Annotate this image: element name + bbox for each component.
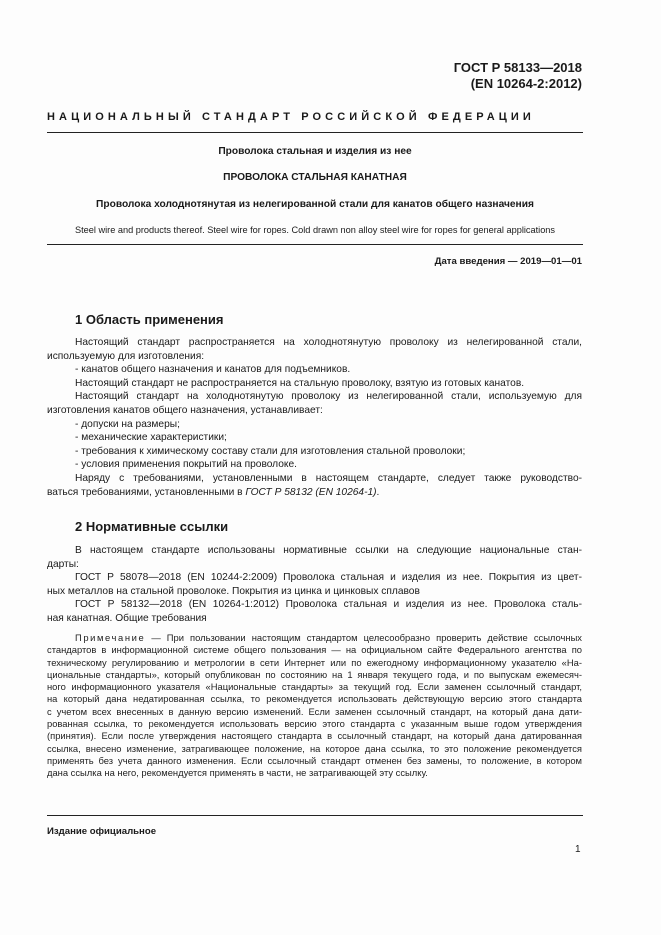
standard-number-block <box>454 60 582 92</box>
section-1-para-4-line-1: Наряду с требованиями, установленными в настоящем стандарте, следует также руководство- <box>75 472 582 484</box>
standard-number: ГОСТ Р 58133—2018 <box>453 60 582 75</box>
section-2-para-1-line-2: дарты: <box>47 558 79 570</box>
section-1-body <box>47 336 582 499</box>
section-1-para-4-end: . <box>376 486 380 498</box>
section-2-body <box>47 544 582 626</box>
title-line-1: Проволока стальная и изделия из нее <box>218 146 412 157</box>
note-line: стандартов в информационной системе общего пользования — на официальном сайте Федерального агентства по <box>47 644 582 656</box>
footer-rule <box>47 815 583 816</box>
note-line: применять без учета данного изменения. Если ссылочный стандарт отменен без замены, то положение, в котором <box>47 754 582 766</box>
note-line-1 <box>47 632 582 644</box>
header-rule-bottom <box>47 244 583 245</box>
section-1-para-3-line-2: изготовления канатов общего назначения, устанавливает: <box>47 404 323 416</box>
note-line: техническому регулированию и метрологии в сети Интернет или по ежегодному информационному указателю «На- <box>47 656 582 668</box>
section-1-para-3-line-1: Настоящий стандарт на холоднотянутую проволоку из нелегированной стали, используемую для <box>75 391 582 403</box>
section-1-para-1-line-2: используемую для изготовления: <box>47 350 205 362</box>
national-standard-banner: НАЦИОНАЛЬНЫЙ СТАНДАРТ РОССИЙСКОЙ ФЕДЕРАЦИИ <box>47 111 535 123</box>
edition-label: Издание официальное <box>47 826 157 837</box>
note-line: ного информационного указателя «Национальные стандарты» за текущий год. Если заменен ссылочный стандарт, <box>47 681 582 693</box>
title-line-2: ПРОВОЛОКА СТАЛЬНАЯ КАНАТНАЯ <box>223 172 407 183</box>
note-line: на который дана недатированная ссылка, то рекомендуется использовать действующую версию этого стандарта <box>47 693 582 705</box>
section-2-ref-2-line-2: ная канатная. Общие требования <box>47 612 207 624</box>
section-2-para-1-line-1: В настоящем стандарте использованы нормативные ссылки на следующие национальные стан- <box>75 545 582 556</box>
note-line: (принятия). Если после утверждения настоящего стандарта в ссылочный стандарт, на который дана датированная <box>47 730 582 742</box>
note-line: с учетом всех внесенных в данную версию изменений. Если заменен ссылочный стандарт, на который дана дати- <box>47 705 582 717</box>
section-1-list-item: - допуски на размеры; <box>75 418 180 430</box>
title-line-3: Проволока холоднотянутая из нелегированной стали для канатов общего назначения <box>96 199 534 210</box>
section-1-para-4-line-2 <box>47 486 582 500</box>
note-line: циональные стандарты», который опубликован по состоянию на 1 января текущего года, и по выпускам ежемесяч- <box>47 668 582 680</box>
section-1-para-2: Настоящий стандарт не распространяется на стальную проволоку, взятую из готовых канатов. <box>75 377 525 389</box>
section-1-list-item: - механические характеристики; <box>75 432 227 444</box>
section-1-para-1-line-1: Настоящий стандарт распространяется на холоднотянутую проволоку из нелегированной стали, <box>75 337 582 348</box>
section-2-ref-1-line-2: ных металлов на стальной проволоке. Покрытия из цинка и цинковых сплавов <box>47 585 420 597</box>
note-line: дана ссылка на него, рекомендуется применять в части, не затрагивающей эту ссылку. <box>47 767 428 779</box>
standard-reference-link[interactable]: ГОСТ Р 58132 (EN 10264-1) <box>245 486 377 498</box>
note-block <box>47 632 582 780</box>
header-rule-top <box>47 132 583 133</box>
section-1-para-4-text: ваться требованиями, установленными в <box>47 486 246 498</box>
introduction-date: Дата введения — 2019—01—01 <box>434 256 582 267</box>
page-number: 1 <box>575 844 581 855</box>
note-label: Примечание <box>75 632 146 643</box>
note-line: ссылка, внесено изменение, затрагивающее положение, на которое дана ссылка, то это положение рекомендуется <box>47 742 582 754</box>
section-1-list-item: - требования к химическому составу стали для изготовления стальной проволоки; <box>75 445 466 457</box>
section-1-list-item: - условия применения покрытий на проволоке. <box>75 459 297 471</box>
title-english: Steel wire and products thereof. Steel wire for ropes. Cold drawn non alloy steel wire for ropes for general applications <box>74 225 556 235</box>
section-1-item-1: - канатов общего назначения и канатов для подъемников. <box>75 364 351 376</box>
standard-equivalent: (EN 10264-2:2012) <box>470 76 582 91</box>
note-line-1-text: — При пользовании настоящим стандартом целесообразно проверить действие ссылочных <box>145 632 582 643</box>
section-2-ref-1-line-1: ГОСТ Р 58078—2018 (EN 10244-2:2009) Проволока стальная и изделия из нее. Покрытия из цвет- <box>75 572 582 584</box>
section-2-heading: 2 Нормативные ссылки <box>75 519 229 534</box>
section-2-ref-2-line-1: ГОСТ Р 58132—2018 (EN 10264-1:2012) Проволока стальная и изделия из нее. Проволока сталь- <box>75 599 582 611</box>
note-line: рованная ссылка, то рекомендуется использовать версию этого стандарта с указанным выше годом утверждения <box>47 718 582 730</box>
section-1-heading: 1 Область применения <box>75 312 224 327</box>
